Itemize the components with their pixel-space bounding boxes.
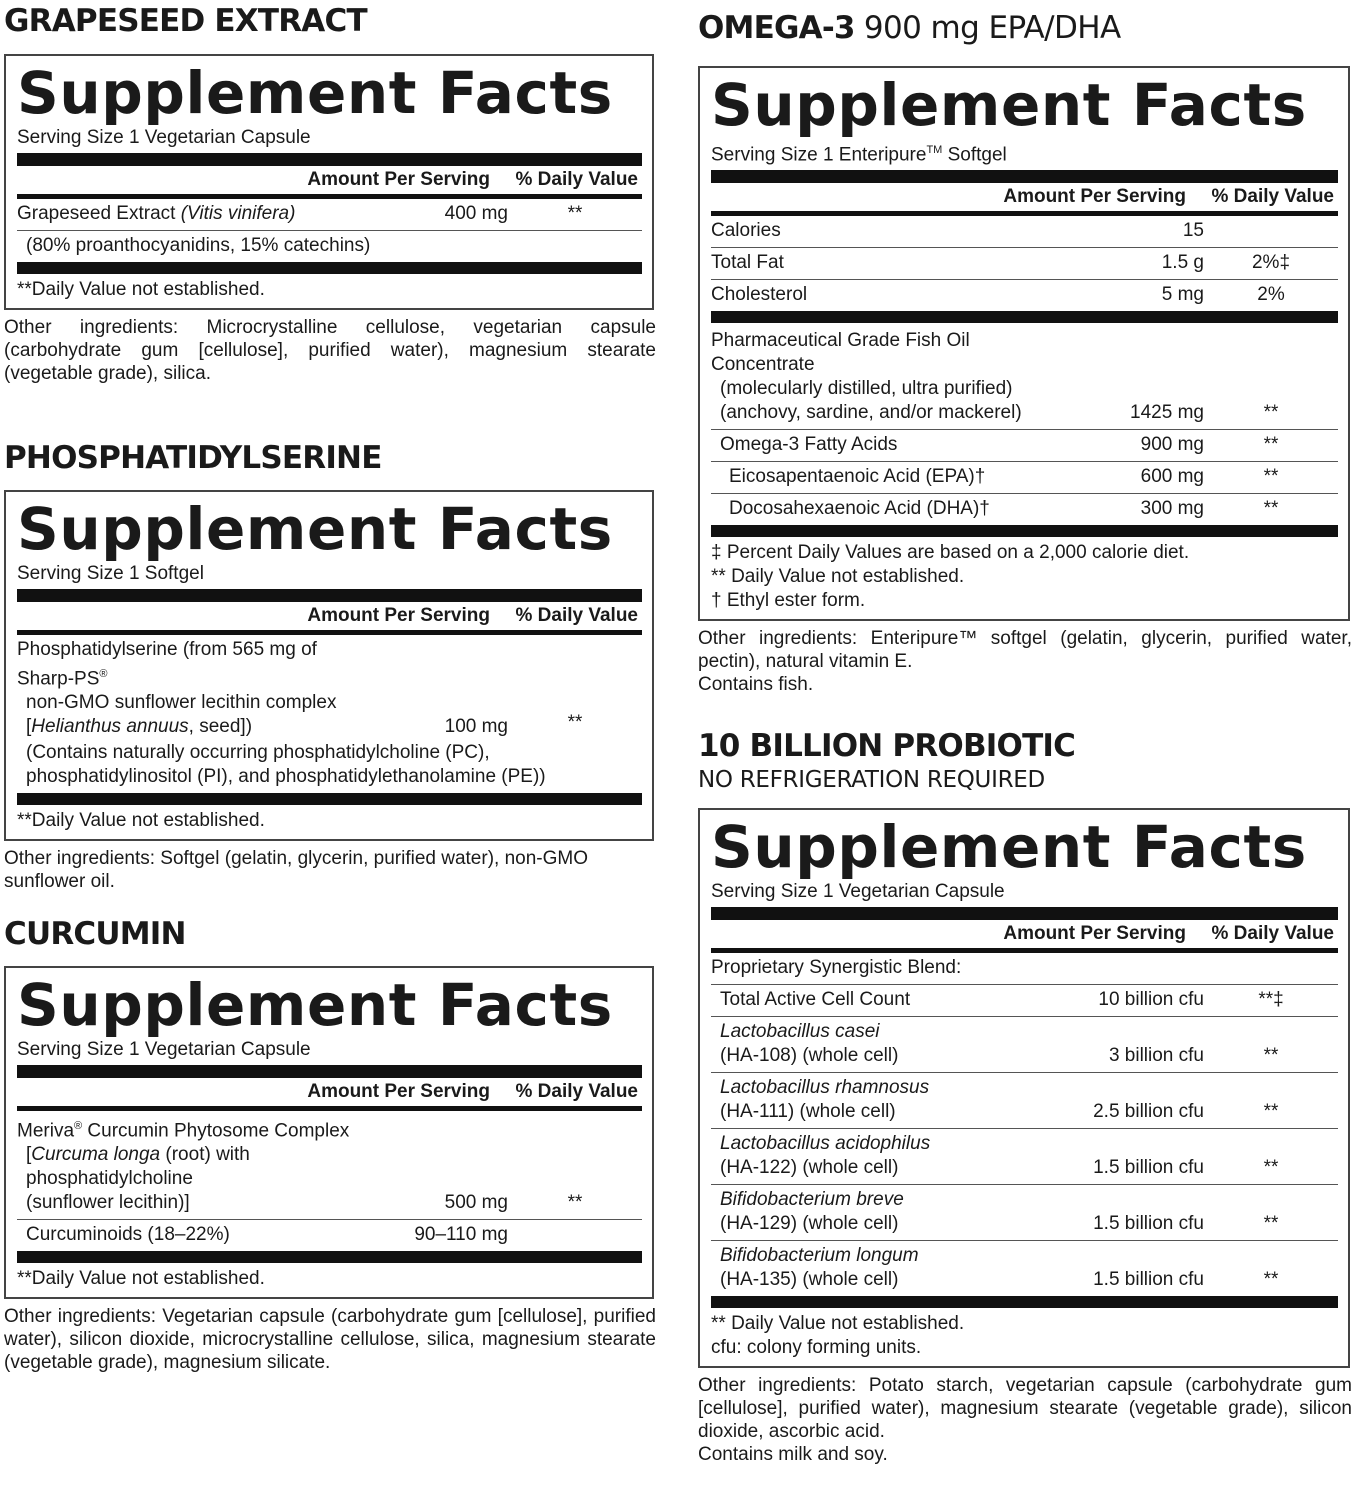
ingredient-detail: (80% proanthocyanidins, 15% catechins)	[26, 235, 371, 256]
ingredient-row	[711, 462, 1338, 494]
probiotic-facts-panel	[698, 808, 1350, 1368]
strain-row	[711, 1017, 1338, 1073]
serving-size	[711, 138, 1338, 167]
phosphatidylserine-section	[4, 438, 656, 893]
strain-amount: 1.5 billion cfu	[1093, 1157, 1204, 1178]
serving-size: Serving Size 1 Softgel	[17, 563, 204, 584]
strain-code: (HA-111) (whole cell)	[720, 1101, 896, 1122]
blend-row	[711, 953, 1338, 985]
header-amount: Amount Per Serving	[1003, 186, 1186, 208]
ingredient-amount: 300 mg	[1140, 498, 1204, 520]
phosphatidylserine-heading: PHOSPHATIDYLSERINE	[4, 440, 382, 476]
nutrient-name: Calories	[711, 220, 781, 242]
ingredient-line: (sunflower lecithin)]	[26, 1192, 190, 1214]
column-header	[711, 183, 1338, 211]
registered-mark: ®	[74, 1120, 83, 1132]
strain-amount: 1.5 billion cfu	[1093, 1269, 1204, 1290]
allergen-note: Contains milk and soy.	[698, 1444, 888, 1465]
header-amount: Amount Per Serving	[307, 605, 490, 626]
divider-thick	[17, 1065, 642, 1078]
latin-name: Curcuma longa	[31, 1144, 161, 1166]
ingredient-name: Eicosapentaenoic Acid (EPA)†	[729, 466, 986, 488]
bracket: [	[26, 716, 32, 738]
ingredient-name: Docosahexaenoic Acid (DHA)†	[729, 498, 990, 520]
column-header	[711, 920, 1338, 948]
ingredient-detail: (Contains naturally occurring phosphatidylcholine (PC),	[26, 742, 490, 764]
divider-end	[711, 311, 1338, 323]
strain-dv: **	[1263, 1101, 1279, 1122]
supplement-facts-title: Supplement Facts	[17, 59, 613, 127]
strain-dv: **	[1263, 1213, 1279, 1234]
omega3-heading-light: 900 mg EPA/DHA	[854, 10, 1121, 46]
divider-end	[711, 1296, 1338, 1308]
ingredient-row	[711, 985, 1338, 1017]
ingredient-row	[17, 1111, 642, 1220]
ingredient-name: Phosphatidylserine (from 565 mg of Sharp-PS	[17, 639, 317, 690]
nutrient-row	[711, 248, 1338, 280]
supplement-facts-title: Supplement Facts	[17, 495, 613, 563]
blend-name: Proprietary Synergistic Blend:	[711, 957, 962, 978]
footnote-line: ** Daily Value not established.	[711, 566, 965, 588]
ingredient-amount: 10 billion cfu	[1098, 989, 1204, 1010]
column-header	[17, 1078, 642, 1106]
strain-species: Bifidobacterium breve	[720, 1189, 904, 1210]
ingredient-amount: 400 mg	[444, 203, 508, 224]
other-ingredients	[698, 627, 1352, 696]
column-header	[17, 166, 642, 194]
latin-name: (Vitis vinifera)	[180, 203, 296, 224]
header-daily-value: % Daily Value	[515, 1081, 638, 1102]
ingredient-name: Omega-3 Fatty Acids	[720, 434, 898, 456]
divider-thick	[711, 907, 1338, 920]
ingredient-line: (molecularly distilled, ultra purified)	[720, 378, 1013, 400]
footnote-line: ** Daily Value not established.	[711, 1313, 965, 1334]
divider-end	[17, 793, 642, 805]
nutrient-name: Total Fat	[711, 252, 784, 274]
strain-amount: 1.5 billion cfu	[1093, 1213, 1204, 1234]
probiotic-heading: 10 BILLION PROBIOTIC	[698, 728, 1076, 764]
serving-size: Serving Size 1 Vegetarian Capsule	[17, 1039, 311, 1060]
nutrient-row	[711, 280, 1338, 311]
ingredient-detail: phosphatidylinositol (PI), and phosphatidylethanolamine (PE))	[26, 766, 546, 788]
divider-end	[17, 262, 642, 274]
other-ingredients-text: Other ingredients: Potato starch, vegetarian capsule (carbohydrate gum [cellulose], purified water), magnesium stearate (vegetable grade), silicon dioxide, ascorbic acid.	[698, 1375, 1352, 1442]
strain-species: Lactobacillus acidophilus	[720, 1133, 931, 1154]
strain-row	[711, 1073, 1338, 1129]
footnote: **Daily Value not established.	[17, 810, 265, 832]
divider-thick	[17, 153, 642, 166]
nutrient-amount: 15	[1182, 220, 1204, 242]
header-amount: Amount Per Serving	[1003, 923, 1186, 944]
ingredient-row	[17, 1220, 642, 1251]
omega3-section	[698, 8, 1352, 696]
ingredient-amount: 900 mg	[1140, 434, 1204, 456]
ingredient-name: Pharmaceutical Grade Fish Oil Concentrate	[711, 330, 970, 376]
nutrient-dv: 2%‡	[1251, 252, 1291, 274]
strain-dv: **	[1263, 1045, 1279, 1066]
serving-size-text: Serving Size 1 Enteripure	[711, 144, 927, 166]
ingredient-detail-row	[17, 741, 642, 793]
ingredient-row	[17, 635, 642, 741]
ingredient-dv: **	[567, 203, 583, 224]
ingredient-amount: 90–110 mg	[414, 1224, 508, 1246]
ingredient-row	[711, 494, 1338, 525]
divider-thick	[17, 589, 642, 602]
strain-species: Lactobacillus rhamnosus	[720, 1077, 930, 1098]
bracket: [	[26, 1144, 32, 1166]
latin-name: Helianthus annuus	[31, 716, 189, 738]
probiotic-section	[698, 726, 1352, 1466]
strain-species: Bifidobacterium longum	[720, 1245, 919, 1266]
nutrient-amount: 1.5 g	[1161, 252, 1204, 274]
ingredient-amount: 100 mg	[444, 716, 508, 738]
strain-row	[711, 1129, 1338, 1185]
strain-code: (HA-129) (whole cell)	[720, 1213, 899, 1234]
ingredient-name: Curcuminoids (18–22%)	[26, 1224, 230, 1246]
strain-species: Lactobacillus casei	[720, 1021, 880, 1042]
grapeseed-facts-panel	[4, 54, 654, 310]
ingredient-line: (root) with phosphatidylcholine	[26, 1144, 250, 1190]
strain-row	[711, 1241, 1338, 1296]
ingredient-dv: **	[1263, 434, 1279, 456]
ingredient-line: , seed])	[188, 716, 253, 738]
strain-code: (HA-108) (whole cell)	[720, 1045, 899, 1066]
curcumin-heading: CURCUMIN	[4, 916, 186, 952]
header-daily-value: % Daily Value	[1211, 923, 1334, 944]
ingredient-dv: **	[1263, 498, 1279, 520]
ingredient-dv: **	[567, 712, 583, 734]
omega3-heading	[698, 8, 1352, 48]
divider-thick	[711, 170, 1338, 183]
ingredient-amount: 600 mg	[1140, 466, 1204, 488]
column-header	[17, 602, 642, 630]
ingredient-dv: **	[1263, 466, 1279, 488]
footnote: **Daily Value not established.	[17, 279, 265, 300]
serving-size: Serving Size 1 Vegetarian Capsule	[711, 881, 1005, 902]
serving-size-rest: Softgel	[942, 144, 1007, 166]
other-ingredients	[698, 1374, 1352, 1466]
nutrient-amount: 5 mg	[1161, 284, 1204, 306]
supplement-facts-title: Supplement Facts	[17, 971, 613, 1039]
phosphatidylserine-facts-panel	[4, 490, 654, 841]
nutrient-row	[711, 216, 1338, 248]
strain-code: (HA-122) (whole cell)	[720, 1157, 899, 1178]
ingredient-line: non-GMO sunflower lecithin complex	[26, 692, 337, 714]
registered-mark: ®	[99, 668, 108, 680]
allergen-note: Contains fish.	[698, 674, 814, 696]
strain-dv: **	[1263, 1269, 1279, 1290]
other-ingredients: Other ingredients: Vegetarian capsule (carbohydrate gum [cellulose], purified water), silicon dioxide, microcrystalline cellulose, silica, magnesium stearate (vegetable grade), magnesium silicate.	[4, 1306, 656, 1374]
footnote	[711, 537, 1338, 613]
trademark: TM	[926, 144, 943, 156]
ingredient-detail-row	[17, 231, 642, 262]
serving-size: Serving Size 1 Vegetarian Capsule	[17, 127, 311, 148]
header-daily-value: % Daily Value	[1211, 186, 1334, 208]
ingredient-row	[711, 430, 1338, 462]
ingredient-row	[17, 199, 642, 231]
footnote: **Daily Value not established.	[17, 1268, 265, 1290]
other-ingredients: Other ingredients: Microcrystalline cellulose, vegetarian capsule (carbohydrate gum [cellulose], purified water), magnesium stearate (vegetable grade), silica.	[4, 317, 656, 384]
nutrient-name: Cholesterol	[711, 284, 808, 306]
ingredient-dv: **	[567, 1192, 583, 1214]
header-amount: Amount Per Serving	[307, 169, 490, 190]
strain-code: (HA-135) (whole cell)	[720, 1269, 899, 1290]
ingredient-name: Total Active Cell Count	[720, 989, 911, 1010]
curcumin-section	[4, 914, 656, 1374]
ingredient-amount: 1425 mg	[1130, 402, 1204, 424]
header-amount: Amount Per Serving	[307, 1081, 490, 1102]
other-ingredients: Other ingredients: Softgel (gelatin, glycerin, purified water), non-GMO sunflower oil.	[4, 848, 588, 893]
supplement-facts-title: Supplement Facts	[711, 813, 1307, 881]
probiotic-subheading: NO REFRIGERATION REQUIRED	[698, 767, 1045, 793]
divider-end	[711, 525, 1338, 537]
grapeseed-section	[4, 0, 656, 385]
strain-amount: 3 billion cfu	[1108, 1045, 1204, 1066]
strain-dv: **	[1263, 1157, 1279, 1178]
omega3-facts-panel	[698, 66, 1350, 621]
grapeseed-heading: GRAPESEED EXTRACT	[4, 3, 367, 39]
ingredient-name: Grapeseed Extract	[17, 203, 181, 224]
ingredient-row	[711, 323, 1338, 430]
header-daily-value: % Daily Value	[515, 605, 638, 626]
divider-end	[17, 1251, 642, 1263]
strain-row	[711, 1185, 1338, 1241]
ingredient-amount: 500 mg	[444, 1192, 508, 1214]
footnote-line: † Ethyl ester form.	[711, 590, 866, 612]
header-daily-value: % Daily Value	[515, 169, 638, 190]
other-ingredients-text: Other ingredients: Enteripure™ softgel (gelatin, glycerin, purified water, pectin), natural vitamin E.	[698, 628, 1352, 673]
omega3-heading-bold: OMEGA-3	[698, 10, 855, 46]
ingredient-name-rest: Curcumin Phytosome Complex	[82, 1120, 350, 1142]
ingredient-line: (anchovy, sardine, and/or mackerel)	[720, 402, 1022, 424]
footnote-line: cfu: colony forming units.	[711, 1337, 922, 1358]
curcumin-facts-panel	[4, 966, 654, 1299]
nutrient-dv: 2%	[1257, 284, 1285, 306]
footnote-line: ‡ Percent Daily Values are based on a 2,000 calorie diet.	[711, 542, 1190, 564]
strain-amount: 2.5 billion cfu	[1093, 1101, 1204, 1122]
ingredient-dv: **	[1263, 402, 1279, 424]
supplement-facts-title: Supplement Facts	[711, 71, 1307, 139]
ingredient-name: Meriva	[17, 1120, 75, 1142]
footnote	[711, 1308, 1338, 1360]
ingredient-dv: **‡	[1258, 989, 1284, 1010]
